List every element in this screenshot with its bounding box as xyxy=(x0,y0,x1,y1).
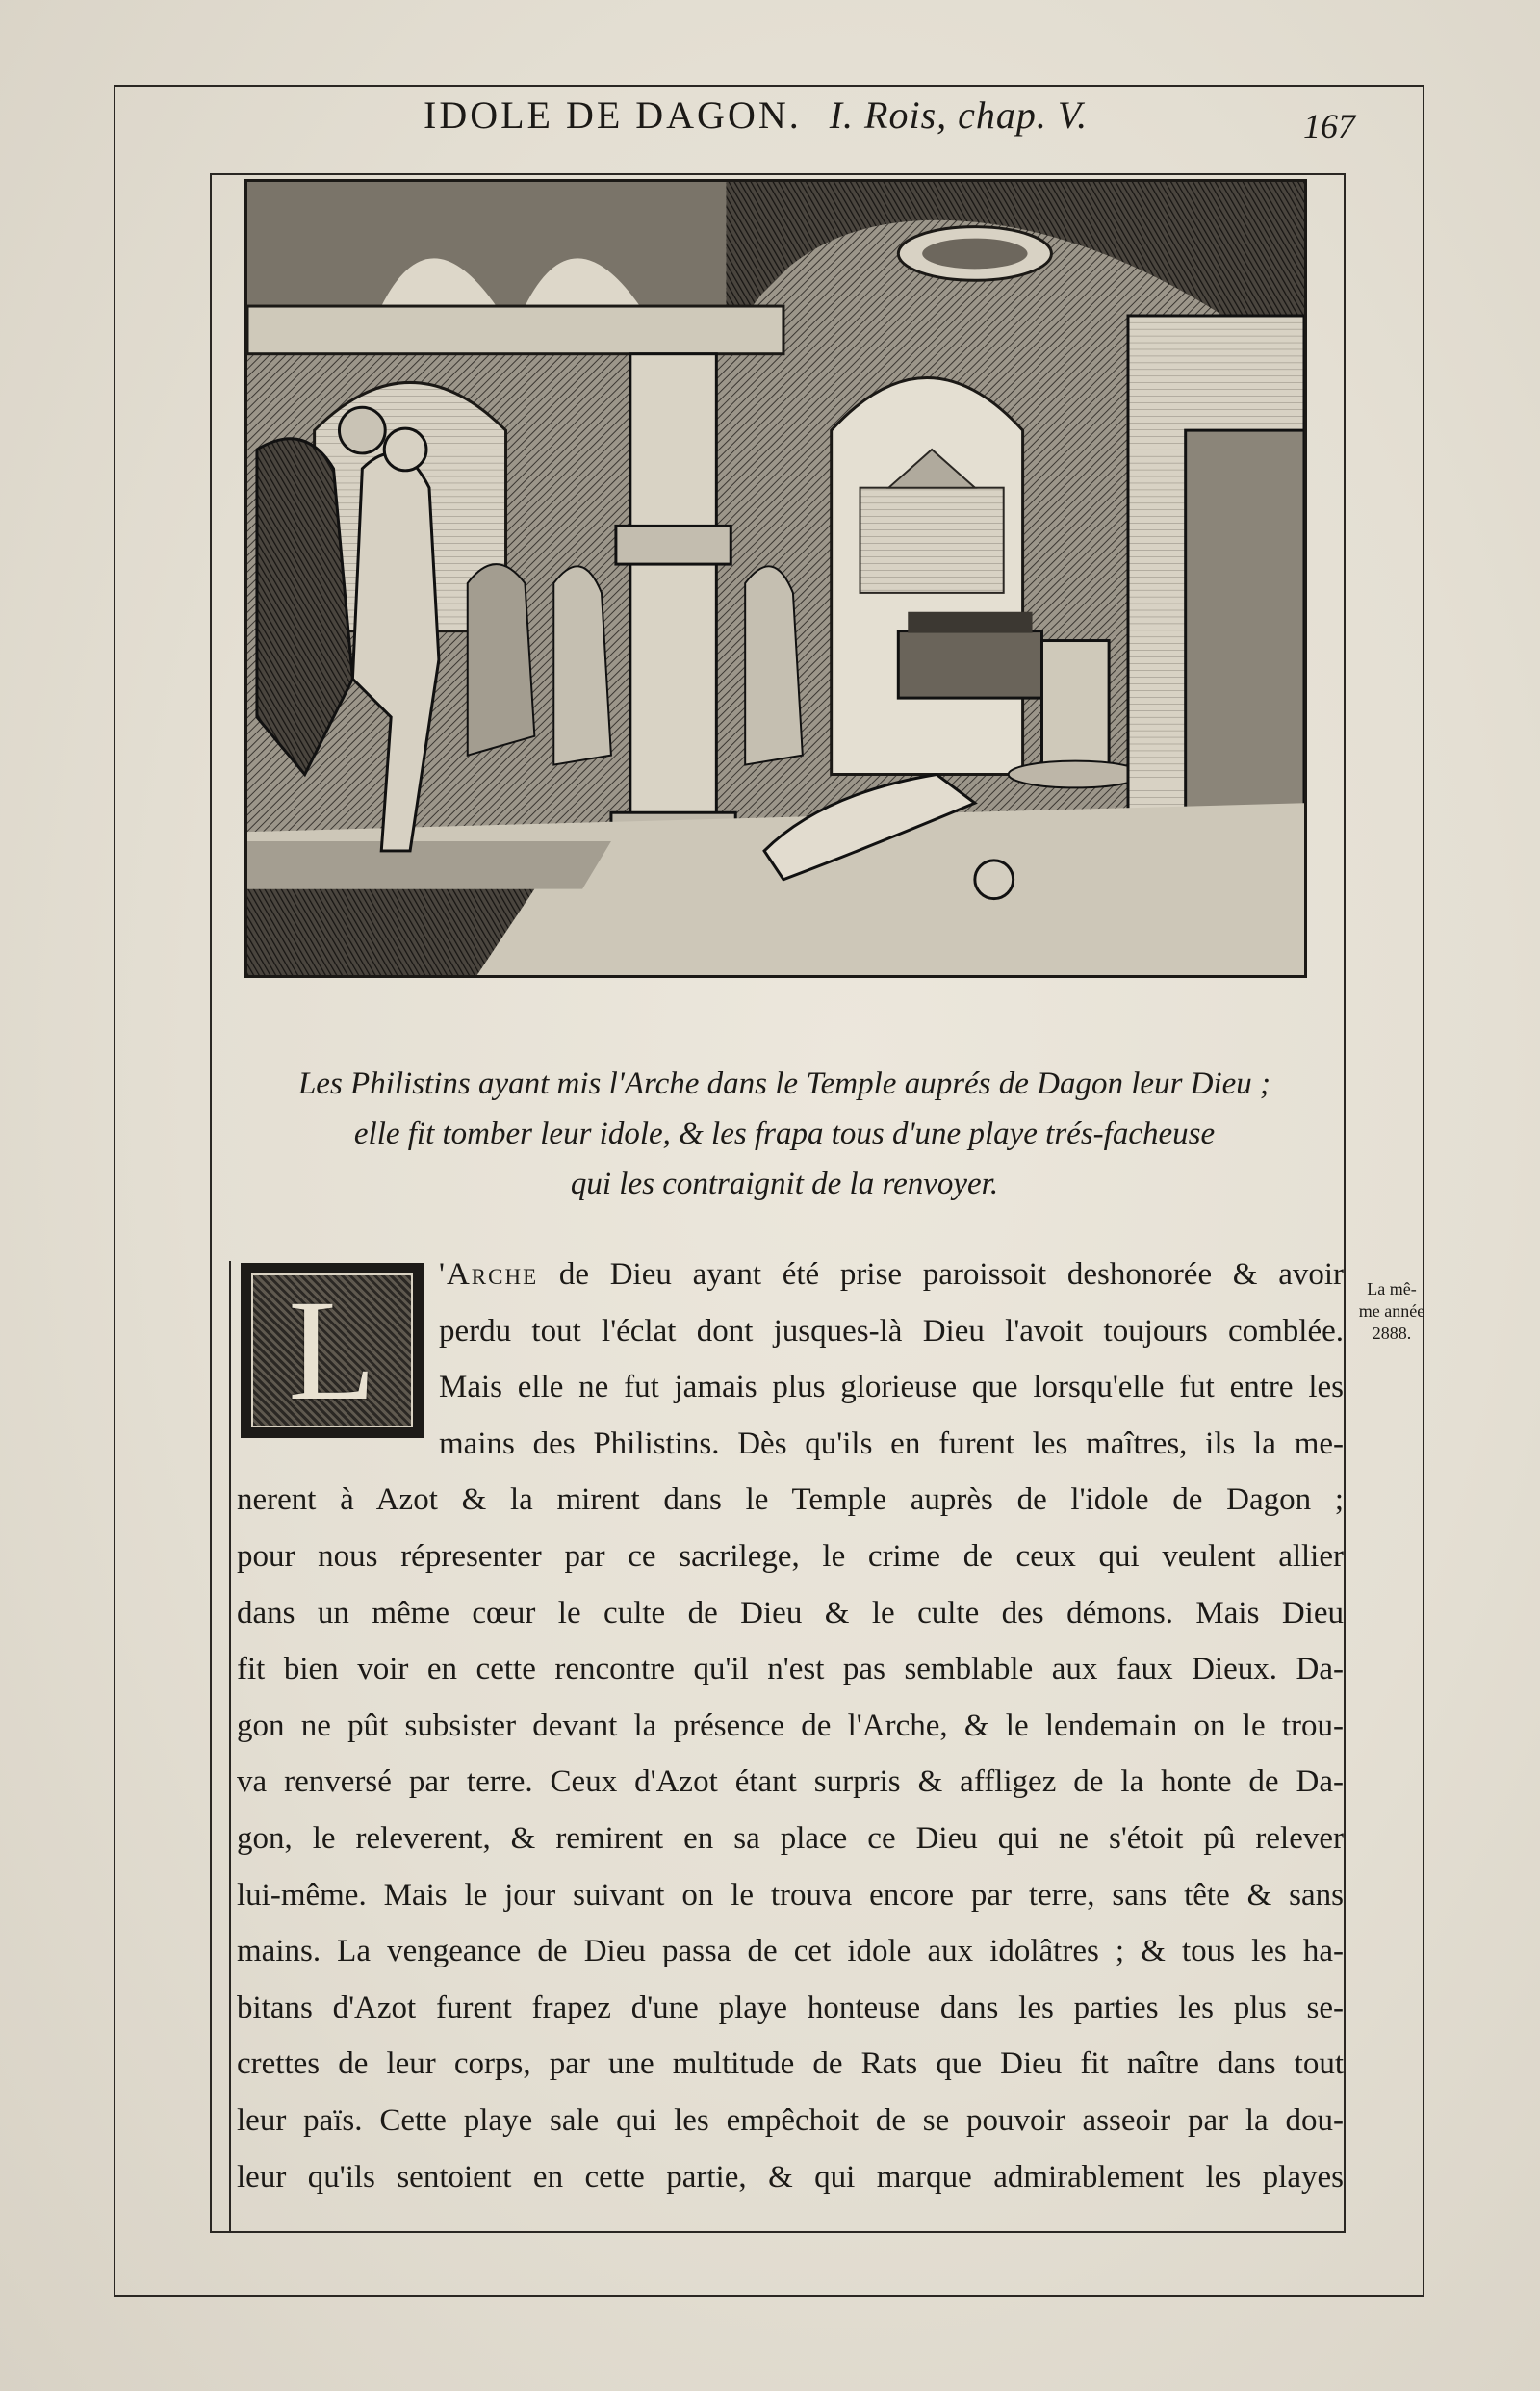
page-number: 167 xyxy=(1303,107,1355,145)
caption-line: elle fit tomber leur idole, & les frapa tous d'une playe trés-facheuse xyxy=(353,1117,1216,1151)
margin-note-line: me année xyxy=(1358,1301,1425,1321)
body-line: Mais elle ne fut jamais plus glorieuse que lorsqu'elle fut entre les xyxy=(439,1370,1344,1405)
body-line: lui-même. Mais le jour suivant on le trouva encore par terre, sans tête & sans xyxy=(237,1877,1344,1913)
body-text xyxy=(237,1247,1344,2205)
engraving-illustration xyxy=(244,179,1307,978)
margin-note-line: La mê- xyxy=(1367,1279,1417,1298)
body-line: gon, le releverent, & remirent en sa place ce Dieu qui ne s'étoit pû relever xyxy=(237,1820,1344,1856)
body-line: leur païs. Cette playe sale qui les empêchoit de se pouvoir asseoir par la dou- xyxy=(237,2102,1344,2138)
first-word: 'Arche xyxy=(439,1257,539,1292)
temple-engraving-icon xyxy=(247,182,1304,975)
body-line: bitans d'Azot furent frapez d'une playe honteuse dans les parties les plus se- xyxy=(237,1990,1344,2025)
initial-letter: L xyxy=(288,1271,376,1430)
body-line: perdu tout l'éclat dont jusques-là Dieu l'avoit toujours comblée. xyxy=(439,1313,1344,1349)
body-line: va renversé par terre. Ceux d'Azot étant surpris & affligez de la honte de Da- xyxy=(237,1764,1344,1800)
body-line: fit bien voir en cette rencontre qu'il n'est pas semblable aux faux Dieux. Da- xyxy=(237,1652,1344,1687)
first-line-rest: de Dieu ayant été prise paroissoit deshonorée & avoir xyxy=(538,1257,1344,1292)
caption-line: qui les contraignit de la renvoyer. xyxy=(570,1167,999,1201)
margin-note xyxy=(1351,1278,1432,1345)
caption-line: Les Philistins ayant mis l'Arche dans le Temple auprés de Dagon leur Dieu ; xyxy=(297,1067,1271,1101)
book-reference: I. Rois, chap. V. xyxy=(829,93,1089,137)
body-line: gon ne pût subsister devant la présence de l'Arche, & le lendemain on le trou- xyxy=(237,1708,1344,1743)
body-line: leur qu'ils sentoient en cette partie, & qui marque admirablement les playes xyxy=(237,2159,1344,2195)
engraving-caption xyxy=(250,1059,1319,1209)
body-line: mains des Philistins. Dès qu'ils en furent les maîtres, ils la me- xyxy=(439,1426,1344,1461)
running-title: IDOLE DE DAGON. xyxy=(424,93,802,137)
body-line: dans un même cœur le culte de Dieu & le culte des démons. Mais Dieu xyxy=(237,1595,1344,1631)
body-line: mains. La vengeance de Dieu passa de cet idole aux idolâtres ; & tous les ha- xyxy=(237,1934,1344,1969)
running-header xyxy=(424,92,1348,150)
margin-note-line: 2888. xyxy=(1372,1324,1412,1343)
body-line xyxy=(237,1247,1344,1303)
body-line: crettes de leur corps, par une multitude de Rats que Dieu fit naître dans tout xyxy=(237,2046,1344,2082)
body-line: nerent à Azot & la mirent dans le Temple auprès de l'idole de Dagon ; xyxy=(237,1482,1344,1518)
body-line: pour nous répresenter par ce sacrilege, le crime de ceux qui veulent allier xyxy=(237,1538,1344,1574)
